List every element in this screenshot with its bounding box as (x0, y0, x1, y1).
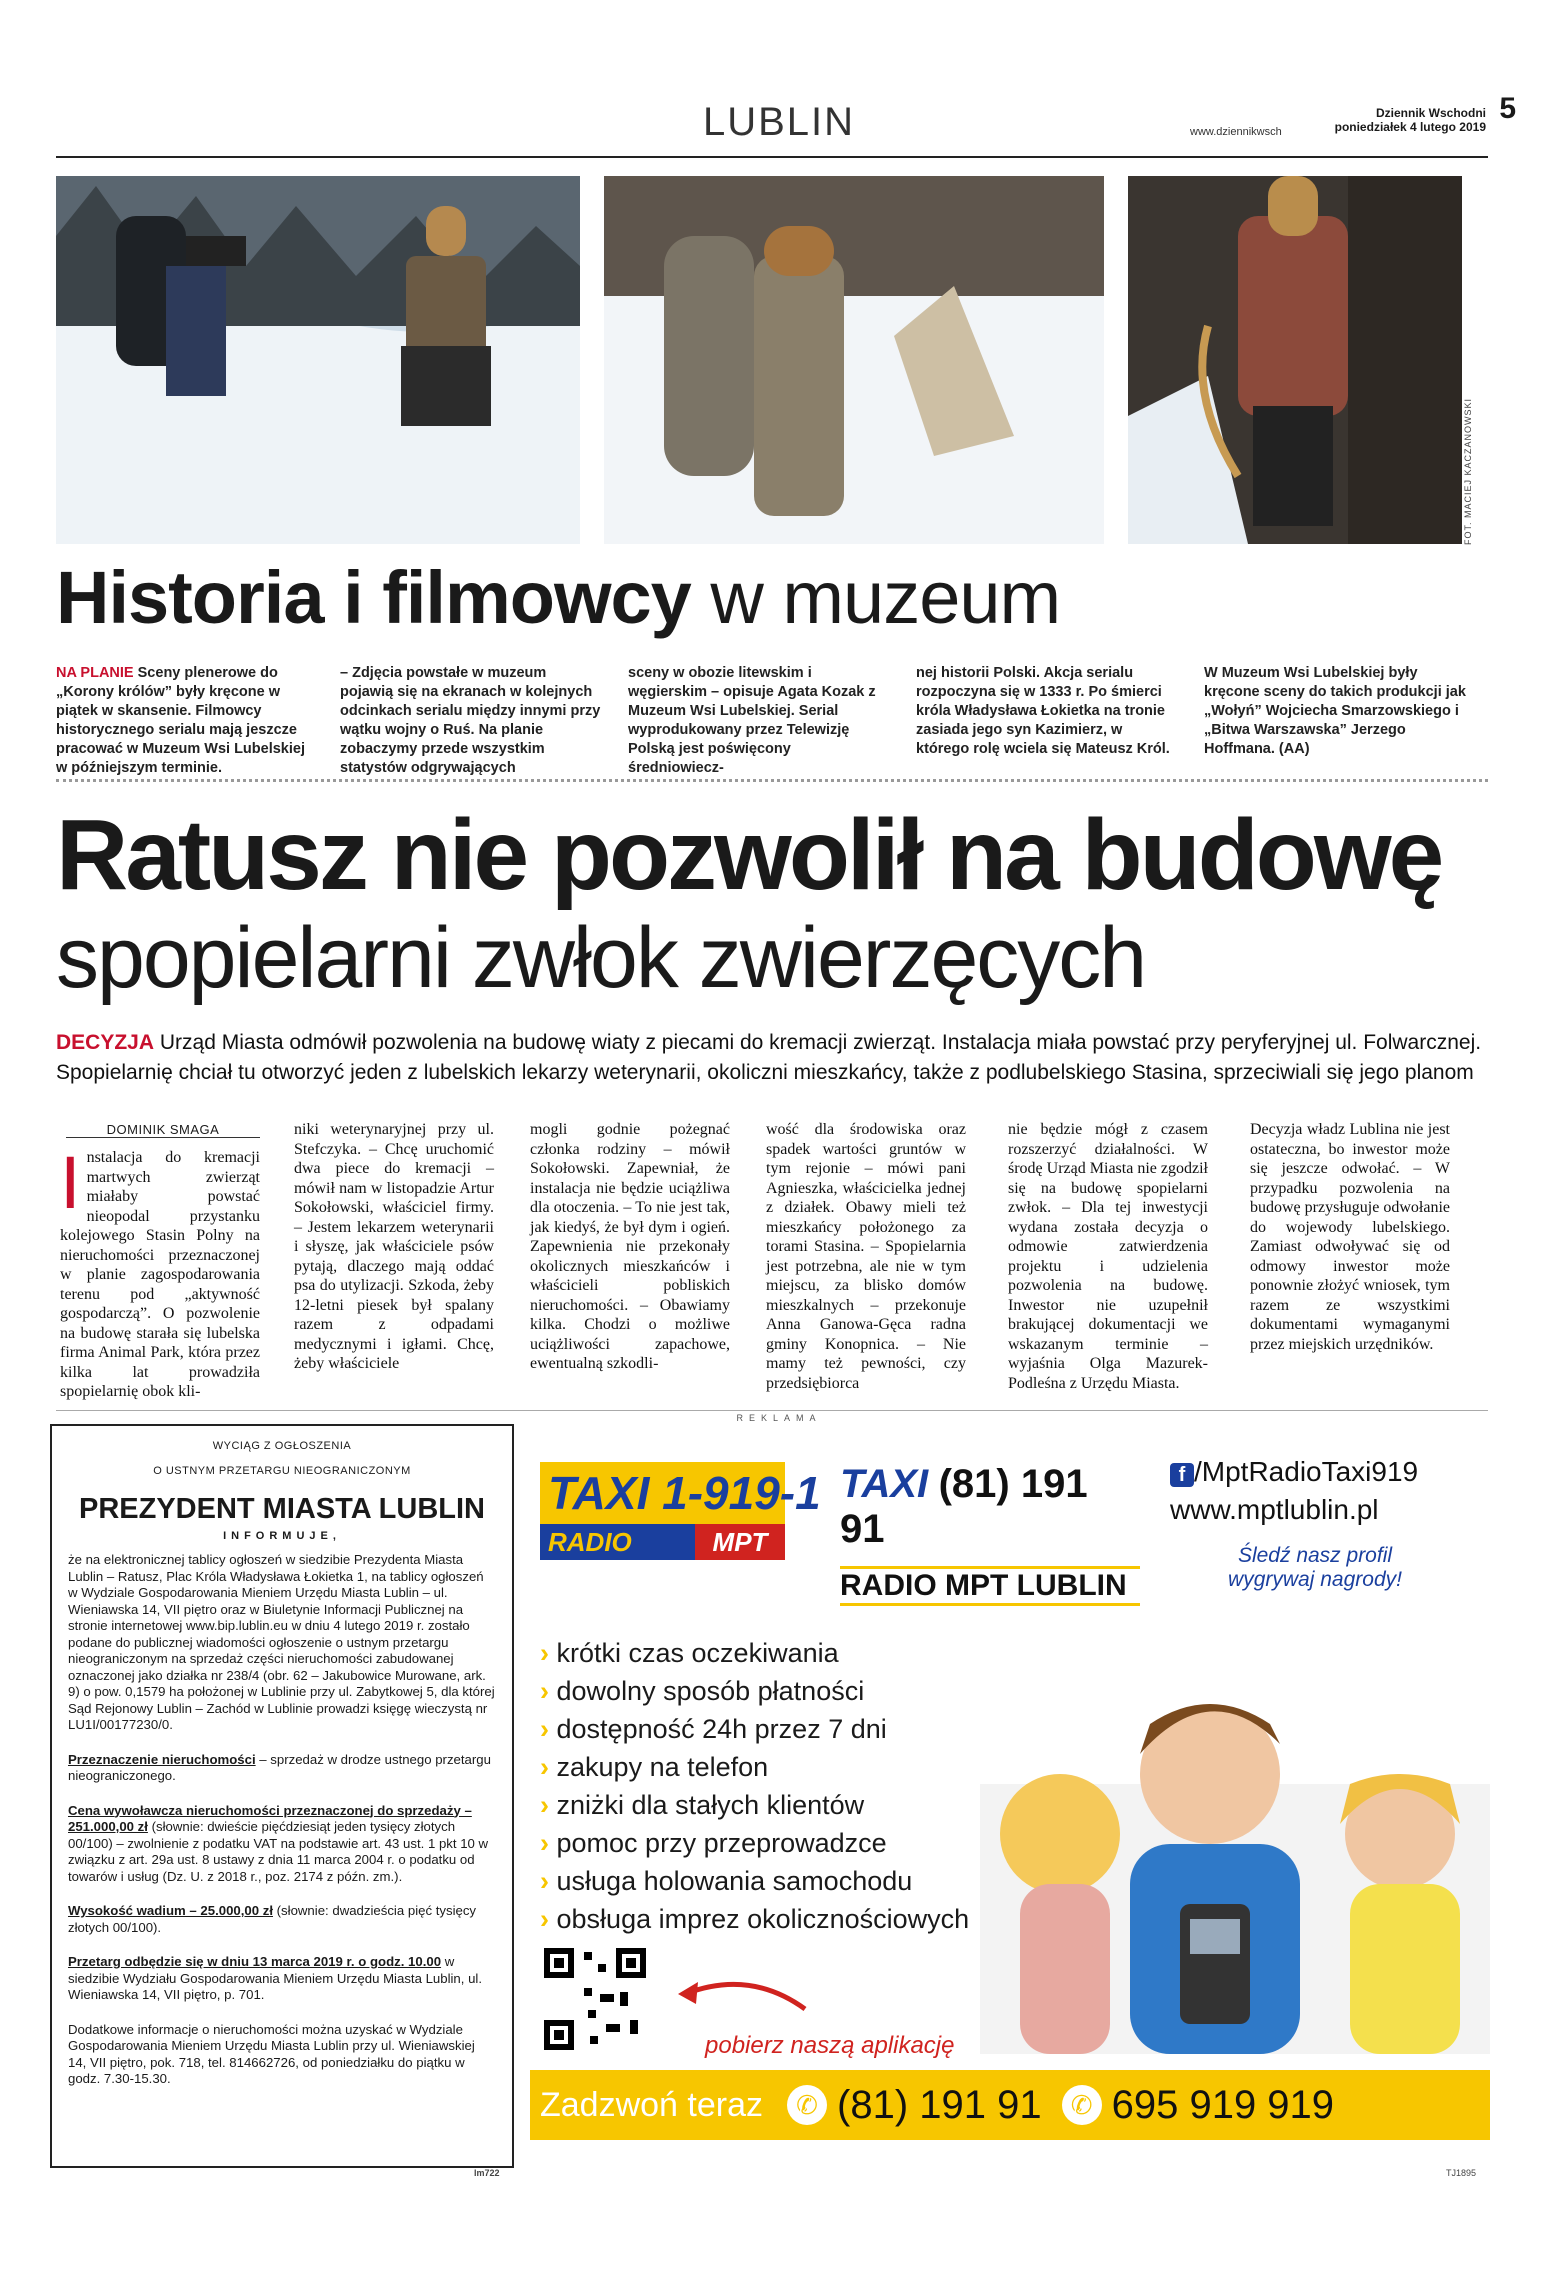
notice-p1: że na elektronicznej tablicy ogłoszeń w siedzibie Prezydenta Miasta Lublin – Ratusz, Plac Króla Władysława Łokietka 1, na tablicy ogłoszeń w Wydziale Gospodarowania Mieniem Urzędu Miasta Lublin – ul. Wieniawska 14, VII piętro oraz w Biuletynie Informacji Publicznej na stronie internetowej www.bip.lublin.eu w dniu 4 lutego 2019 r. zostało podane do publicznej wiadomości ogłoszenie o ustnym przetargu nieograniczonym na sprzedaż części nieruchomości zabudowanej oznaczonej jako działka nr 238/4 (obr. 62 – Jakubowice Murowane, ark. 9) o pow. 0,1579 ha położonej w Lublinie przy ul. Zabytkowej 5, dla której Sąd Rejonowy Lublin – Zachód w Lublinie prowadzi księgę wieczystą nr LU1I/00177230/0. (68, 1552, 495, 1732)
headline-light: w muzeum (710, 556, 1061, 639)
notice-p4-head: Wysokość wadium – 25.000,00 zł (68, 1903, 273, 1918)
story2-col3: mogli godnie pożegnać członka rodziny – mówił Sokołowski. Zapewniał, że instalacja nie będzie uciążliwa dla otoczenia. – To nie jest tak, jak kiedyś, że był dym i ogień. Zapewnienia nie przekonały okolicznych mieszkańców i właścicieli pobliskich nieruchomości. – Obawiamy kilka. Chodzi o możliwe uciążliwości zapachowe, ewentualną szkodli- (530, 1121, 730, 1372)
paper-url: www.dziennikwsch (1190, 126, 1282, 138)
tender-notice (50, 1424, 514, 2168)
logo2-phone: (81) 191 91 (840, 1462, 1088, 1551)
feature-text: obsługa imprez okolicznościowych (556, 1904, 970, 1934)
notice-line1: WYCIĄG Z OGŁOSZENIA (212, 1440, 352, 1452)
headline-ratusz: Ratusz nie pozwolił na budowę (56, 799, 1442, 911)
notice-code: lm722 (474, 2168, 500, 2178)
feature-item (540, 1748, 980, 1786)
logo1-mpt: MPT (695, 1524, 785, 1560)
facebook-link[interactable] (1170, 1456, 1480, 1488)
story2-col4: wość dla środowiska oraz spadek wartości gruntów w tym rejonie – mówi pani Agnieszka, właścicielka jednej z działek. Obawy mieli też mieszkańcy położonego za torami Stasina. – Spopielarnia jest potrzebna, ale nie w tym miejscu, za blisko domów mieszkalnych – przekonuje Anna Ganowa-Gęca radna gminy Konopnica. – Nie mamy też pewności, czy przedsiębiorca (766, 1121, 966, 1392)
notice-p4-text: (słownie: dwadzieścia pięć tysięcy złotych 00/100). (68, 1903, 477, 1935)
story2-col2: niki weterynaryjnej przy ul. Stefczyka. – Chcę uruchomić dwa piece do kremacji – mówił nam w listopadzie Artur Sokołowski, właściciel firmy. – Jestem lekarzem weterynarii i słyszę, jak właściciele psów pytają, dlaczego mają oddać psa do utylizacji. Szkoda, żeby 12-letni piesek był spalany razem z odpadami medycznymi i igłami. Chcę, żeby właściciele (294, 1121, 494, 1372)
taxi-advertisement (530, 1434, 1490, 2140)
chevron-right-icon: › (540, 1752, 549, 1782)
ad-code: TJ1895 (1446, 2168, 1477, 2178)
taxi-logo-1 (540, 1462, 821, 1572)
photo-warrior-snow (604, 176, 1104, 544)
feature-item (540, 1634, 980, 1672)
page-info (1334, 92, 1516, 134)
notice-p2-head: Przeznaczenie nieruchomości (68, 1751, 256, 1767)
chevron-right-icon: › (540, 1866, 549, 1896)
chevron-right-icon: › (540, 1714, 549, 1744)
notice-line2: O USTNYM PRZETARGU NIEOGRANICZONYM (153, 1464, 411, 1477)
story1-col1-text: Sceny plenerowe do „Korony królów” były kręcone w piątek w skansenie. Filmowcy historycznego serialu mają jeszcze pracować w Muzeum Wsi Lubelskiej w późniejszym terminie. (56, 665, 305, 776)
headline-museum (56, 555, 1060, 640)
dropcap: I (60, 1141, 81, 1224)
notice-title: PREZYDENT MIASTA LUBLIN (79, 1493, 485, 1525)
feature-item (540, 1672, 980, 1710)
section-label: LUBLIN (702, 100, 856, 144)
notice-p5-head: Przetarg odbędzie się w dniu 13 marca 2019 r. o godz. 10.00 (68, 1954, 442, 1969)
feature-text: zniżki dla stałych klientów (556, 1790, 865, 1820)
taxi-logo-2 (840, 1462, 1140, 1602)
feature-item (540, 1786, 980, 1824)
logo2-name: RADIO MPT LUBLIN (840, 1566, 1140, 1606)
call-label: Zadzwoń teraz (540, 2085, 763, 2124)
chevron-right-icon: › (540, 1904, 549, 1934)
story2-lead-text: Urząd Miasta odmówił pozwolenia na budowę wiaty z piecami do kremacji zwierząt. Instalacja miała powstać przy peryferyjnej ul. Folwarcznej. Spopielarnię chciał tu otworzyć jeden z lubelskich lekarzy weterynarii, okoliczni mieszkańcy, także z podlubelskiego Stasina, sprzeciwiali się jego planom (56, 1031, 1482, 1084)
story1-col3: sceny w obozie litewskim i węgierskim – opisuje Agata Kozak z Muzeum Wsi Lubelskiej. Serial wyprodukowany przez Telewizję Polską jest poświęcony średniowiecz- (628, 665, 876, 776)
story1-col5: W Muzeum Wsi Lubelskiej były kręcone sceny do takich produkcji jak „Wołyń” Wojciecha Smarzowskiego i „Bitwa Warszawska” Jerzego Hoffmana. (AA) (1204, 665, 1466, 757)
social-box (1170, 1456, 1480, 1592)
arrow-icon (670, 1964, 810, 2024)
phone-icon: ✆ (1062, 2085, 1102, 2125)
feature-text: pomoc przy przeprowadzce (556, 1828, 887, 1858)
notice-p3 (68, 1803, 496, 1886)
follow-text: Śledź nasz profil wygrywaj nagrody! (1228, 1544, 1402, 1591)
story2-col1-text: nstalacja do kremacji martwych zwierząt miałaby powstać nieopodal przystanku kolejowego Stasin Polny na nieruchomości przeznaczonej w planie zagospodarowania terenu pod „aktywność gospodarczą”. O pozwolenie na budowę starała się lubelska firma Animal Park, która przez kilka lat prowadziła spopielarnię obok kli- (60, 1149, 260, 1400)
feature-text: dowolny sposób płatności (556, 1676, 865, 1706)
photo-warrior-archer (1128, 176, 1462, 544)
notice-p5 (68, 1954, 496, 2004)
logo1-radio: RADIO (540, 1524, 695, 1560)
header-rule (56, 156, 1488, 158)
illustration-people (980, 1664, 1490, 2054)
story2-kicker: DECYZJA (56, 1031, 155, 1054)
photo-credit: FOT. MACIEJ KACZANOWSKI (1463, 397, 1473, 545)
chevron-right-icon: › (540, 1676, 549, 1706)
website-link[interactable]: www.mptlublin.pl (1170, 1494, 1379, 1525)
call-bar (530, 2070, 1490, 2140)
feature-text: dostępność 24h przez 7 dni (556, 1714, 887, 1744)
feature-text: usługa holowania samochodu (556, 1866, 913, 1896)
headline-bold: Historia i filmowcy (56, 556, 691, 639)
reklama-label: REKLAMA (736, 1413, 822, 1423)
feature-item (540, 1824, 980, 1862)
app-download-text[interactable]: pobierz naszą aplikację (705, 2032, 955, 2059)
facebook-handle: /MptRadioTaxi919 (1194, 1456, 1419, 1487)
phone-number-2[interactable]: 695 919 919 (1111, 2082, 1335, 2127)
story1-col1 (56, 664, 318, 778)
notice-p2-text: – sprzedaż w drodze ustnego przetargu nieograniczonego. (68, 1751, 491, 1783)
notice-p2 (68, 1752, 496, 1785)
notice-p5-text: w siedzibie Wydziału Gospodarowania Mieniem Urzędu Miasta Lublin, ul. Wieniawska 14, VII piętro, p. 701. (68, 1954, 483, 2002)
feature-item (540, 1900, 980, 1938)
logo1-top: TAXI 1-919-1 (540, 1462, 785, 1524)
byline: DOMINIK SMAGA (66, 1122, 260, 1138)
paper-name: Dziennik Wschodni (1375, 106, 1486, 120)
story2-lead (56, 1028, 1486, 1088)
qr-code[interactable] (540, 1944, 650, 2054)
notice-p6: Dodatkowe informacje o nieruchomości można uzyskać w Wydziale Gospodarowania Mieniem Urzędu Miasta Lublin przy ul. Wieniawskiej 14, VII piętro, pok. 718, tel. 814662726, od poniedziałku do piątku w godz. 7.30-15.30. (68, 2021, 475, 2086)
ad-divider (56, 1410, 1488, 1411)
chevron-right-icon: › (540, 1790, 549, 1820)
story1-col4: nej historii Polski. Akcja serialu rozpoczyna się w 1333 r. Po śmierci króla Władysława Łokietka na tronie zasiada jego syn Kazimierz, w którego rolę wciela się Mateusz Król. (916, 665, 1170, 757)
facebook-icon: f (1170, 1463, 1194, 1487)
story1-col2: – Zdjęcia powstałe w muzeum pojawią się na ekranach w kolejnych odcinkach serialu między innymi przy wątku wojny o Ruś. Na planie zobaczymy przede wszystkim statystów odgrywających (340, 665, 601, 776)
feature-text: zakupy na telefon (556, 1752, 769, 1782)
headline-spopielarni: spopielarni zwłok zwierzęcych (56, 910, 1146, 1006)
section-divider (56, 779, 1488, 782)
story2-col1 (60, 1141, 260, 1402)
feature-item (540, 1710, 980, 1748)
story1-kicker: NA PLANIE (56, 665, 134, 681)
photo-camera-crew (56, 176, 580, 544)
chevron-right-icon: › (540, 1828, 549, 1858)
notice-p3-head: Cena wywoławcza nieruchomości przeznaczonej do sprzedaży – 251.000,00 zł (68, 1802, 472, 1834)
story2-col6: Decyzja władz Lublina nie jest ostateczna, bo inwestor może się jeszcze odwołać. – W przypadku pozwolenia na budowę przysługuje odwołanie do wojewody lubelskiego. Zamiast odwoływać się od odmowy inwestor może ponownie złożyć wniosek, tym razem ze wszystkimi dokumentami wymaganymi przez miejskich urzędników. (1250, 1121, 1450, 1353)
notice-p4 (68, 1903, 496, 1936)
page-date: poniedziałek 4 lutego 2019 (1334, 120, 1486, 134)
feature-text: krótki czas oczekiwania (556, 1638, 839, 1668)
logo2-taxi: TAXI (840, 1462, 929, 1506)
chevron-right-icon: › (540, 1638, 549, 1668)
notice-p3-text: (słownie: dwieście pięćdziesiąt jeden tysięcy złotych 00/100) – zwolnienie z podatku VAT na podstawie art. 43 ust. 1 pkt 10 w związku z art. 29a ust. 8 ustawy z dnia 11 marca 2004 r. o podatku od towarów i usług (Dz. U. z 2018 r., poz. 2174 z późn. zm.). (68, 1819, 489, 1884)
phone-number-1[interactable]: (81) 191 91 (837, 2082, 1042, 2127)
page-number: 5 (1499, 92, 1516, 125)
phone-icon: ✆ (787, 2085, 827, 2125)
notice-informs: INFORMUJE, (223, 1529, 341, 1542)
feature-item (540, 1862, 980, 1900)
features-list (540, 1634, 980, 1938)
story2-col5: nie będzie mógł z czasem rozszerzyć działalności. W środę Urząd Miasta nie zgodził się na budowę spopielarni zwłok. – Dla tej inwestycji wydana została decyzja o odmowie zatwierdzenia projektu i udzielenia pozwolenia na budowę. Inwestor nie uzupełnił brakującej dokumentacji we wskazanym terminie – wyjaśnia Olga Mazurek-Podleśna z Urzędu Miasta. (1008, 1121, 1208, 1392)
